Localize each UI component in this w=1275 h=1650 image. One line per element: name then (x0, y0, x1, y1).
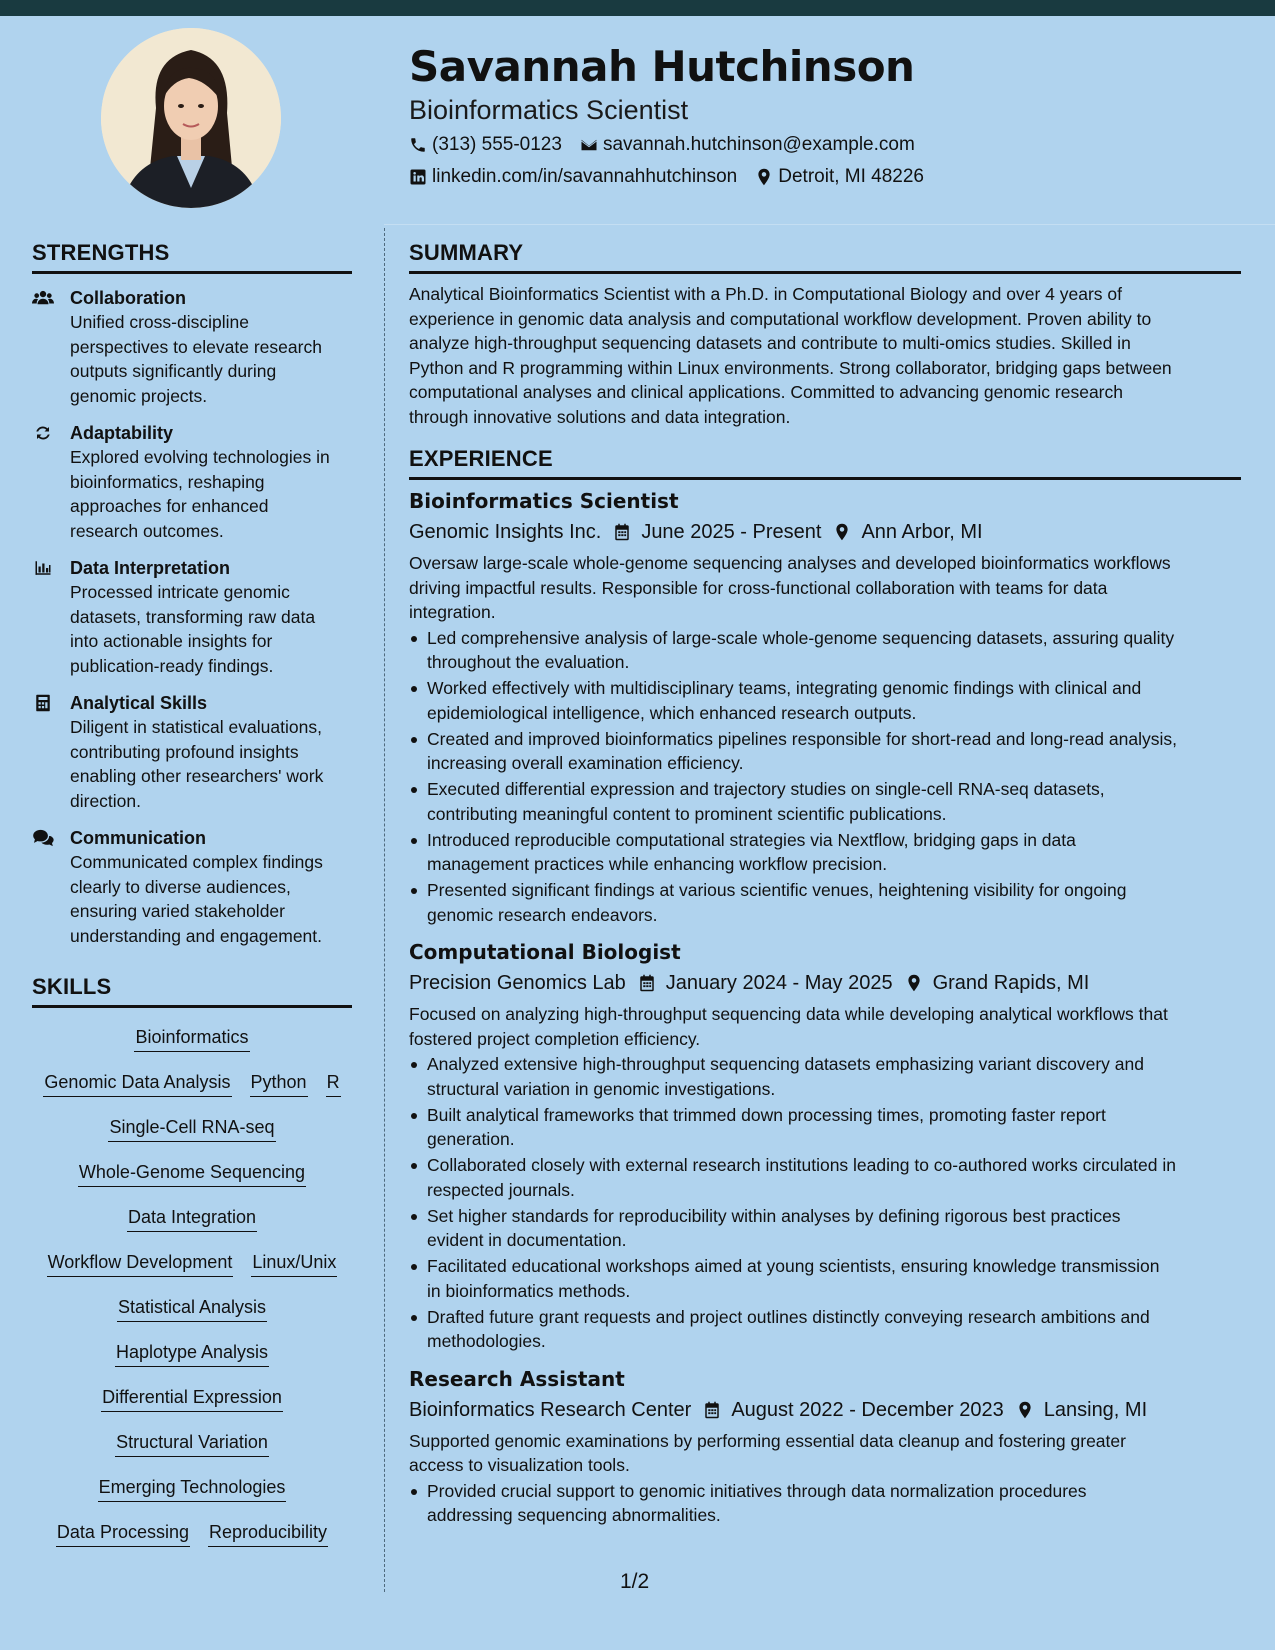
chart-bar-icon (32, 556, 70, 678)
job-description-line: access to visualization tools. (409, 1455, 630, 1475)
skill-tag: Data Processing (56, 1521, 190, 1547)
job-location-text: Lansing, MI (1043, 1398, 1148, 1421)
job-company: Genomic Insights Inc. (409, 521, 602, 543)
strength-description-line: genomic projects. (70, 385, 208, 406)
strength-description-line: Communicated complex findings (70, 852, 323, 872)
strength-description (70, 715, 323, 813)
job-bullet (409, 1305, 1241, 1354)
job-location (905, 970, 1090, 996)
strength-name: Adaptability (70, 423, 174, 443)
strength-description-line: publication-ready findings. (70, 655, 274, 676)
strength-description-line: Unified cross-discipline (70, 312, 249, 332)
linkedin-icon (409, 168, 427, 186)
strength-description-line: clearly to diverse audiences, (70, 876, 291, 897)
comments-icon (32, 826, 70, 948)
location-text: Detroit, MI 48226 (778, 166, 925, 187)
job-dates-text: June 2025 - Present (641, 521, 822, 543)
summary-heading: SUMMARY (409, 240, 1241, 274)
skill-row (32, 1476, 352, 1502)
map-marker-icon (1016, 1400, 1034, 1420)
strength-name: Communication (70, 828, 207, 848)
strength-description-line: Diligent in statistical evaluations, (70, 717, 322, 737)
job-bullet (409, 727, 1241, 776)
job-bullet (409, 626, 1241, 675)
calendar-icon (703, 1400, 721, 1420)
job-bullet-line: Introduced reproducible computational strategies via Nextflow, bridging gaps in data (427, 829, 1076, 850)
phone-icon (409, 136, 427, 154)
job-bullet-line: Set higher standards for reproducibility within analyses by defining rigorous best practices (427, 1205, 1121, 1226)
linkedin-text: linkedin.com/in/savannahhutchinson (432, 166, 738, 187)
summary-line: analyze high-throughput sequencing datasets and contribute to multi-omics studies. Skilled in (409, 333, 1131, 353)
job-bullet (409, 1254, 1241, 1303)
job-bullet-line: Analyzed extensive high-throughput sequencing datasets emphasizing variant discovery and (427, 1054, 1144, 1074)
job-role: Computational Biologist (409, 940, 681, 964)
strength-description-line: perspectives to elevate research (70, 336, 322, 357)
job-dates (703, 1397, 1003, 1423)
job-bullet-line: Drafted future grant requests and project outlines distinctly conveying research ambitions and (427, 1306, 1150, 1327)
skill-tag: Linux/Unix (251, 1251, 337, 1277)
phone-text: (313) 555-0123 (432, 134, 562, 155)
job-bullet (409, 828, 1241, 877)
skill-tag: Workflow Development (47, 1251, 234, 1277)
skill-row (32, 1026, 352, 1052)
job-bullet-line: Created and improved bioinformatics pipelines responsible for short-read and long-read analysis, (427, 728, 1177, 749)
job-role: Research Assistant (409, 1366, 625, 1391)
job-dates-text: January 2024 - May 2025 (665, 972, 893, 994)
map-marker-icon (833, 522, 851, 542)
experience-heading: EXPERIENCE (409, 446, 1241, 480)
skill-tag: Bioinformatics (134, 1026, 249, 1052)
job-bullet (409, 1479, 1241, 1528)
job-meta (409, 519, 1241, 545)
job-bullet-line: Led comprehensive analysis of large-scale whole-genome sequencing datasets, assuring quality (427, 627, 1175, 648)
job-company: Bioinformatics Research Center (409, 1398, 692, 1421)
strength-description-line: Explored evolving technologies in (70, 447, 330, 467)
job-bullet-line: epidemiological intelligence, which enhanced research outputs. (427, 702, 917, 723)
strength-description (70, 850, 323, 948)
job-description (409, 1429, 1241, 1478)
strengths-heading: STRENGTHS (32, 240, 352, 274)
strength-description-line: into actionable insights for (70, 631, 273, 651)
strength-body (70, 691, 323, 813)
job-bullet-line: genomic research endeavors. (427, 904, 658, 925)
strength-body (70, 286, 322, 408)
skill-row (32, 1341, 352, 1367)
skill-tag: Haplotype Analysis (115, 1341, 269, 1367)
skill-row (32, 1386, 352, 1412)
job-bullet (409, 777, 1241, 826)
job-bullet (409, 1153, 1241, 1202)
job-bullet-line: Facilitated educational workshops aimed at young scientists, ensuring knowledge transmission (427, 1256, 1160, 1276)
strength-item (32, 286, 352, 408)
skill-row (32, 1296, 352, 1322)
summary-text (409, 282, 1241, 429)
right-column (409, 240, 1241, 1529)
strength-name: Data Interpretation (70, 558, 231, 578)
summary-line: Analytical Bioinformatics Scientist with a Ph.D. in Computational Biology and over 4 years of (409, 284, 1122, 304)
job-company: Precision Genomics Lab (409, 972, 626, 994)
skill-row (32, 1521, 352, 1547)
top-accent-bar (0, 0, 1275, 16)
job-bullet-line: evident in documentation. (427, 1230, 627, 1250)
header-divider (384, 224, 1275, 225)
experience-list (409, 488, 1241, 1528)
job-entry (409, 939, 1241, 1354)
sync-icon (32, 421, 70, 543)
job-dates (638, 970, 893, 996)
job-bullet-line: contributing meaningful content to prominent scientific publications. (427, 803, 947, 824)
job-description (409, 1002, 1241, 1051)
job-bullets (409, 626, 1241, 928)
strength-body (70, 556, 315, 678)
strength-description (70, 310, 322, 408)
skill-tag: Reproducibility (208, 1521, 328, 1547)
map-marker-icon (905, 973, 923, 993)
skill-row (32, 1251, 352, 1277)
job-bullet-line: Provided crucial support to genomic initiatives through data normalization procedures (427, 1480, 1087, 1501)
strength-description-line: ensuring varied stakeholder (70, 901, 285, 921)
strength-item (32, 556, 352, 678)
calendar-icon (638, 973, 656, 993)
skill-row (32, 1431, 352, 1457)
page-number: 1/2 (620, 1570, 650, 1593)
skill-row (32, 1116, 352, 1142)
job-entry (409, 1366, 1241, 1528)
skill-row (32, 1161, 352, 1187)
candidate-title: Bioinformatics Scientist (409, 95, 689, 125)
skill-row (32, 1071, 352, 1097)
location-item (755, 166, 924, 188)
summary-line: computational analyses and clinical applications. Committed to advancing genomic research (409, 382, 1123, 402)
job-location-text: Ann Arbor, MI (861, 521, 983, 543)
job-bullet-line: throughout the evaluation. (427, 652, 630, 672)
profile-photo (101, 28, 281, 208)
skill-row (32, 1206, 352, 1232)
job-bullet-line: structural variation in genomic investigations. (427, 1078, 776, 1099)
strength-description-line: understanding and engagement. (70, 925, 323, 946)
skill-tag: Data Integration (127, 1206, 257, 1232)
calendar-icon (613, 522, 631, 542)
job-bullets (409, 1479, 1241, 1528)
strength-description-line: contributing profound insights (70, 741, 299, 762)
job-location-text: Grand Rapids, MI (932, 972, 1090, 994)
job-description-line: Supported genomic examinations by performing essential data cleanup and fostering greater (409, 1430, 1126, 1451)
skill-tag: Emerging Technologies (98, 1476, 287, 1502)
strength-name: Collaboration (70, 288, 186, 308)
contact-line-1 (409, 134, 933, 156)
strength-item (32, 421, 352, 543)
skill-tag: Differential Expression (101, 1386, 283, 1412)
skill-tag: Statistical Analysis (117, 1296, 267, 1322)
strength-description-line: bioinformatics, reshaping (70, 471, 265, 492)
job-bullet (409, 1052, 1241, 1101)
job-bullet-line: Executed differential expression and trajectory studies on single-cell RNA-seq datasets, (427, 779, 1105, 799)
job-entry (409, 488, 1241, 927)
strength-description-line: datasets, transforming raw data (70, 606, 316, 627)
email-text: savannah.hutchinson@example.com (602, 134, 915, 155)
skills-list (32, 1026, 352, 1547)
strength-body (70, 826, 323, 948)
job-bullets (409, 1052, 1241, 1354)
skill-tag: Genomic Data Analysis (43, 1071, 231, 1097)
strengths-list (32, 286, 352, 948)
summary-line: through innovative solutions and data integration. (409, 406, 791, 427)
job-bullet-line: management practices while enhancing workflow precision. (427, 854, 888, 874)
job-bullet-line: respected journals. (427, 1179, 575, 1200)
email-item[interactable] (580, 134, 915, 156)
skills-heading: SKILLS (32, 974, 352, 1008)
job-description-line: Oversaw large-scale whole-genome sequencing analyses and developed bioinformatics workflows (409, 553, 1171, 573)
strength-description-line: Processed intricate genomic (70, 582, 290, 602)
job-bullet-line: Built analytical frameworks that trimmed down processing times, promoting faster report (427, 1104, 1106, 1125)
skill-tag: R (326, 1071, 341, 1097)
linkedin-item[interactable] (409, 166, 737, 188)
skill-tag: Python (250, 1071, 308, 1097)
job-bullet-line: methodologies. (427, 1331, 546, 1351)
strength-body (70, 421, 330, 543)
job-description-line: fostered project completion efficiency. (409, 1028, 701, 1049)
job-bullet-line: Worked effectively with multidisciplinary teams, integrating genomic findings with clinical and (427, 678, 1142, 698)
job-bullet-line: increasing overall examination efficiency. (427, 753, 744, 773)
envelope-icon (580, 136, 598, 154)
skill-tag: Single-Cell RNA-seq (108, 1116, 275, 1142)
job-bullet (409, 1204, 1241, 1253)
strength-description-line: research outcomes. (70, 520, 224, 541)
strength-description (70, 445, 330, 543)
strength-item (32, 691, 352, 813)
job-role: Bioinformatics Scientist (409, 489, 679, 513)
strength-description (70, 580, 315, 678)
job-location (833, 519, 982, 545)
users-icon (32, 286, 70, 408)
left-column (32, 240, 352, 1547)
strength-description-line: outputs significantly during (70, 361, 277, 381)
strength-description-line: direction. (70, 790, 142, 811)
job-location (1016, 1397, 1147, 1423)
job-description (409, 551, 1241, 625)
calculator-icon (32, 691, 70, 813)
job-meta (409, 970, 1241, 996)
strength-description-line: enabling other researchers' work (70, 766, 324, 786)
job-meta (409, 1397, 1241, 1423)
job-bullet-line: Presented significant findings at various scientific venues, heightening visibility for ongoing (427, 880, 1127, 900)
job-description-line: Focused on analyzing high-throughput sequencing data while developing analytical workflows that (409, 1004, 1168, 1024)
job-bullet (409, 676, 1241, 725)
strength-name: Analytical Skills (70, 693, 208, 713)
job-bullet-line: addressing sequencing abnormalities. (427, 1505, 721, 1525)
strength-description-line: approaches for enhanced (70, 496, 269, 516)
job-bullet-line: in bioinformatics methods. (427, 1280, 631, 1301)
strength-item (32, 826, 352, 948)
job-dates (613, 519, 821, 545)
contact-line-2 (409, 166, 942, 188)
candidate-name: Savannah Hutchinson (409, 42, 915, 91)
column-divider (384, 228, 385, 1592)
job-bullet (409, 878, 1241, 927)
job-bullet-line: Collaborated closely with external research institutions leading to co-authored works circulated in (427, 1155, 1176, 1175)
job-dates-text: August 2022 - December 2023 (731, 1398, 1004, 1421)
job-bullet (409, 1103, 1241, 1152)
skill-tag: Structural Variation (115, 1431, 269, 1457)
job-bullet-line: generation. (427, 1129, 515, 1149)
job-description-line: integration. (409, 602, 496, 622)
summary-line: Python and R programming within Linux environments. Strong collaborator, bridging gaps between (409, 357, 1172, 378)
skill-tag: Whole-Genome Sequencing (78, 1161, 306, 1187)
phone-item[interactable] (409, 134, 562, 156)
job-description-line: driving impactful results. Responsible for cross-functional collaboration with teams for data (409, 577, 1108, 598)
summary-line: experience in genomic data analysis and computational workflow development. Proven ability to (409, 308, 1152, 329)
map-marker-icon (755, 168, 773, 186)
